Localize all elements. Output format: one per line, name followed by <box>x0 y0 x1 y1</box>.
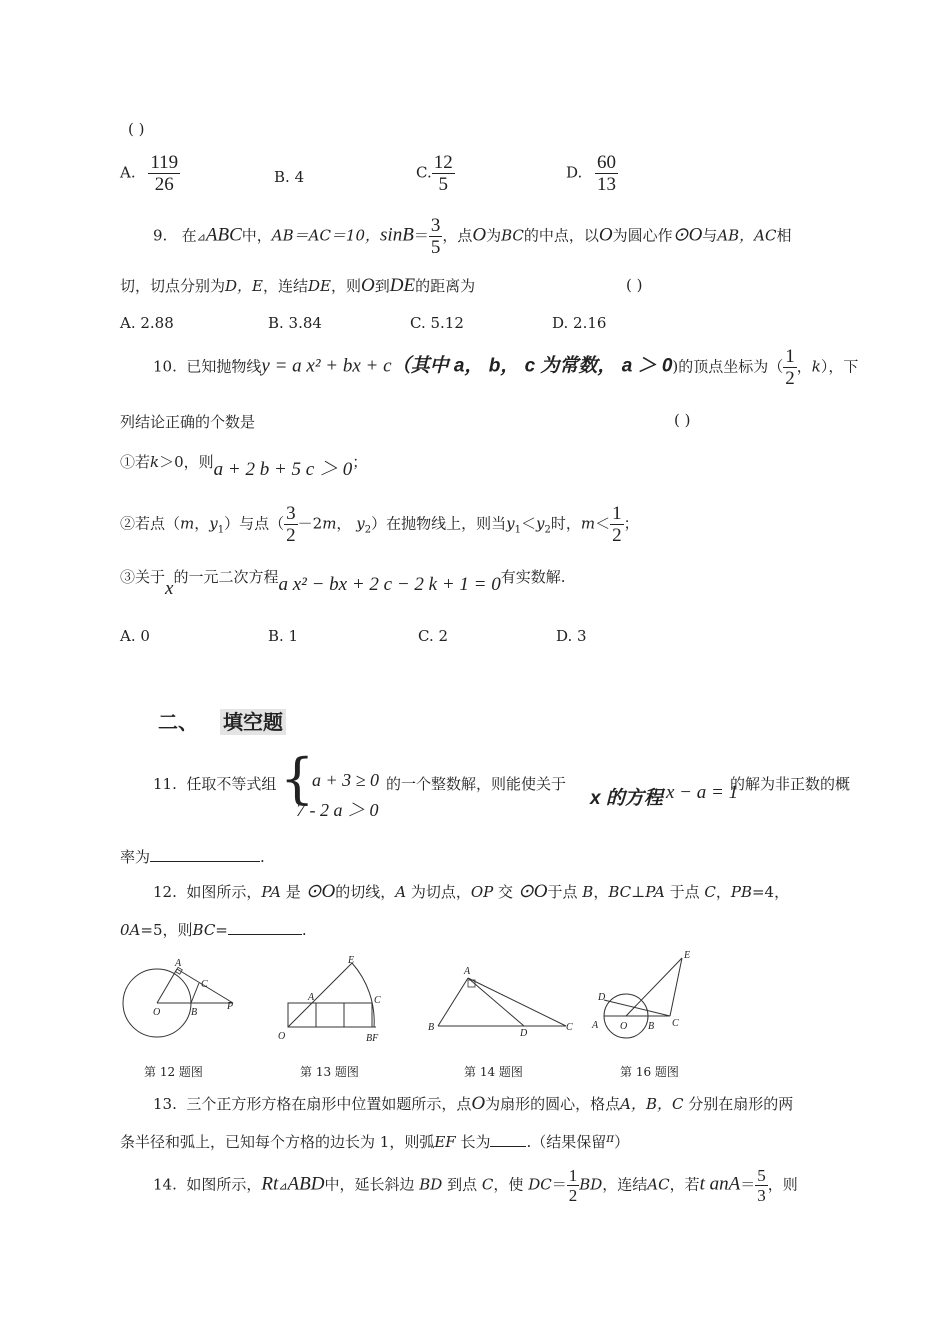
q8-frac-d: $\frac{60}{13}$ <box>597 152 617 195</box>
q9-line2: 切，切点分别为D，E，连结DE，则O到DE的距离为 <box>120 275 476 296</box>
q10-frac-2: $\frac{3}{2}$ <box>286 503 296 546</box>
fig14-label-c: C <box>566 1022 573 1033</box>
q14-line1: 14. 如图所示，Rt⊿ABD中，延长斜边 BD 到点 C，使 DC＝ $\frac{1}{2}$ BD，连结AC，若t anA＝ $\frac{5}{3}$ ，则 <box>153 1166 798 1205</box>
q8-option-b: B. 4 <box>274 168 305 186</box>
q8-option-a: A. $\frac{119}{26}$ <box>120 152 179 195</box>
q10-option-a: A. 0 <box>120 627 150 645</box>
caption-fig14: 第 14 题图 <box>464 1065 523 1079</box>
q11-ineq-2: 7 - 2 a ＞ 0 <box>296 800 379 820</box>
caption-fig12: 第 12 题图 <box>144 1065 203 1079</box>
fig16-label-b: B <box>648 1021 655 1032</box>
figure-14 <box>420 962 580 1042</box>
q10-option-c: C. 2 <box>418 627 449 645</box>
figure-16 <box>590 950 710 1040</box>
q9-option-d: D. 2.16 <box>552 314 607 332</box>
q10-line1: 10. 已知抛物线y = a x² + bx + c（其中 a， b， c 为常数， a ＞ 0)的顶点坐标为（ $\frac{1}{2}$ ，k），下 <box>153 346 859 389</box>
q8-option-d: D. $\frac{60}{13}$ <box>566 152 617 195</box>
q8-frac-c: $\frac{12}{5}$ <box>433 152 453 195</box>
q8-paren: ( ) <box>128 120 145 138</box>
caption-fig16: 第 16 题图 <box>620 1065 679 1079</box>
q11-tail: 的解为非正数的概 <box>730 775 851 793</box>
q9-line1: 9. 在⊿ABC中，AB＝AC＝10，sinB＝ $\frac{3}{5}$ ，点O为BC的中点，以O为圆心作⊙O与AB，AC相 <box>153 215 792 258</box>
fig12-label-a: A <box>175 958 182 969</box>
q13-line2: 条半径和弧上，已知每个方格的边长为 1，则弧EF 长为 .（结果保留$^\pi$） <box>120 1131 630 1151</box>
fig13-label-bf: BF <box>366 1033 379 1044</box>
fig16-label-a: A <box>592 1020 599 1031</box>
fig16-label-o: O <box>620 1021 628 1032</box>
fig13-label-o: O <box>278 1031 286 1042</box>
fig13-label-e: E <box>348 955 355 966</box>
q10-statement-3: ③关于x的一元二次方程a x² − bx + 2 c − 2 k + 1 = 0有实数解. <box>120 568 566 599</box>
q11-line2: 率为 . <box>120 848 265 866</box>
q9-frac: $\frac{3}{5}$ <box>430 215 441 258</box>
q11-equation: x − a = 1 <box>666 782 739 803</box>
q12-answer-blank[interactable] <box>228 920 302 935</box>
fig13-label-c: C <box>374 995 381 1006</box>
fig12-label-c: C <box>201 979 208 990</box>
q10-paren: ( ) <box>674 411 691 429</box>
q8-frac-a: $\frac{119}{26}$ <box>150 152 179 195</box>
system-brace: { <box>280 747 315 810</box>
fig16-label-d: D <box>598 992 606 1003</box>
q12-line1: 12. 如图所示，PA 是 ⊙O的切线，A 为切点，OP 交 ⊙O于点 B，BC⊥PA 于点 C，PB=4， <box>153 881 790 902</box>
q11-ineq-1: a + 3 ≥ 0 <box>312 770 380 790</box>
q9-option-a: A. 2.88 <box>120 314 174 332</box>
section-number: 二、 <box>158 710 198 734</box>
figure-12 <box>115 955 245 1045</box>
fig12-label-b: B <box>191 1007 198 1018</box>
q13-answer-blank[interactable] <box>490 1132 526 1147</box>
caption-fig13: 第 13 题图 <box>300 1065 359 1079</box>
q11-answer-blank[interactable] <box>150 847 260 862</box>
fig13-label-a: A <box>308 992 315 1003</box>
q10-option-d: D. 3 <box>556 627 587 645</box>
fig12-label-p: P <box>227 1001 234 1012</box>
fig14-label-a: A <box>464 966 471 977</box>
q10-option-b: B. 1 <box>268 627 299 645</box>
q11-prefix: 11. 任取不等式组 <box>153 775 277 793</box>
fig16-label-e: E <box>684 950 691 961</box>
q11-middle: 的一个整数解，则能使关于 <box>386 775 567 793</box>
fig12-label-o: O <box>153 1007 161 1018</box>
q10-statement-2: ②若点（m，$y_1$）与点（ $\frac{3}{2}$ －2m， $y_2$）在抛物线上，则当$y_1<y_2$时，m＜ $\frac{1}{2}$ ； <box>120 503 639 546</box>
q13-line1: 13. 三个正方形方格在扇形中位置如题所示，点O为扇形的圆心，格点A，B，C 分别在扇形的两 <box>153 1093 794 1114</box>
q8-option-c: C. $\frac{12}{5}$ <box>416 152 453 195</box>
fig16-label-c: C <box>672 1018 679 1029</box>
section-title: 填空题 <box>220 706 286 735</box>
q11-bold: x 的方程 <box>590 788 663 809</box>
q14-frac-2: $\frac{5}{3}$ <box>757 1166 766 1205</box>
q10-line2: 列结论正确的个数是 <box>120 413 256 431</box>
q10-frac-3: $\frac{1}{2}$ <box>612 503 622 546</box>
figure-13 <box>270 955 400 1045</box>
q10-statement-1: ①若k＞0，则a + 2 b + 5 c ＞ 0； <box>120 453 368 480</box>
q9-paren: ( ) <box>626 276 643 294</box>
q14-frac: $\frac{1}{2}$ <box>568 1166 578 1205</box>
q10-frac: $\frac{1}{2}$ <box>785 346 795 389</box>
q9-option-c: C. 5.12 <box>410 314 464 332</box>
fig14-label-b: B <box>428 1022 435 1033</box>
q9-option-b: B. 3.84 <box>268 314 322 332</box>
fig14-label-d: D <box>520 1028 528 1039</box>
q12-line2: 0A=5，则BC= . <box>120 921 307 939</box>
